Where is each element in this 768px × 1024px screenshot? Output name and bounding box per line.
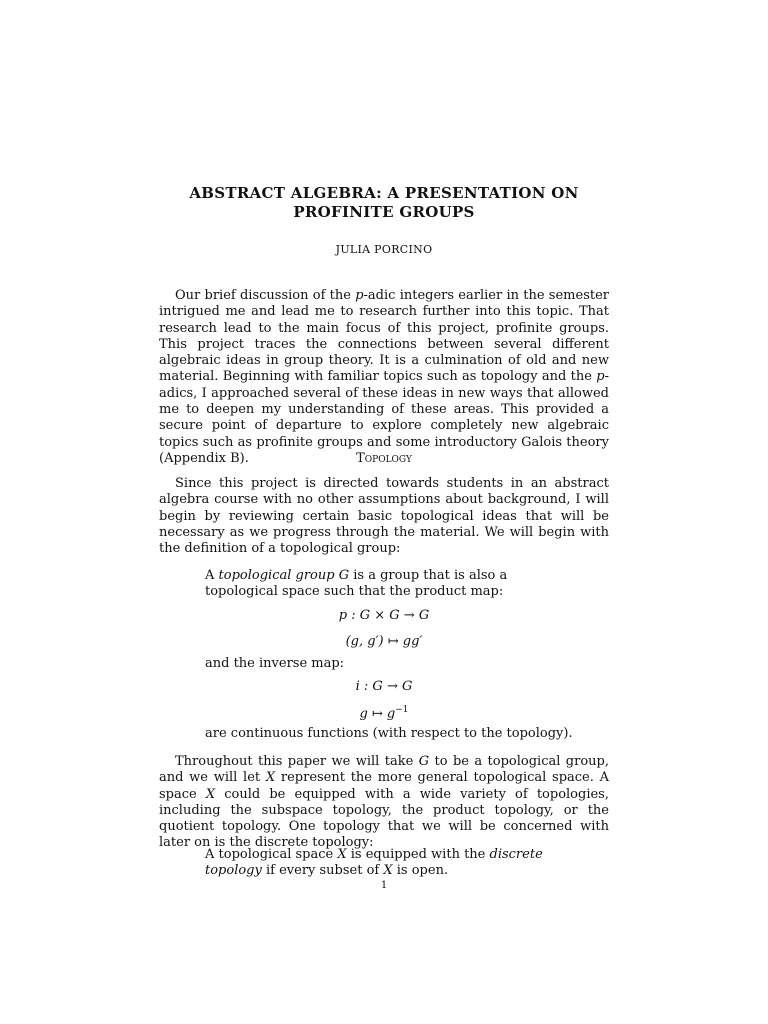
topological-space-paragraph: Throughout this paper we will take G to be a topological group, and we will let X represent the more general topological space. A space X could be equipped with a wide variety of topologies, including the subspace topology, the product topology, or the quotient topology. One topology that we will be concerned with later on is the discrete topology: [159, 754, 609, 851]
equation-product-map: p : G × G → G [338, 608, 430, 623]
definition-discrete-topology: A topological space X is equipped with the discrete topology if every subset of X is open. [205, 847, 543, 879]
title-line-1: ABSTRACT ALGEBRA: A PRESENTATION ON [189, 184, 579, 202]
equation-product-rule: (g, g′) ↦ gg′ [345, 634, 423, 649]
page-number: 1 [380, 880, 388, 891]
definition-topological-group: A topological group G is a group that is also a topological space such that the product map: [205, 568, 508, 600]
definition-inverse-intro: and the inverse map: [205, 656, 345, 671]
definition-continuity-note: are continuous functions (with respect to the topology). [205, 726, 573, 741]
author-name: JULIA PORCINO [335, 243, 433, 256]
intro-paragraph: Our brief discussion of the p-adic integers earlier in the semester intrigued me and lead me to research further into this topic. That research lead to the main focus of this project, profinite groups. This project traces the connections between several different algebraic ideas in group theory. It is a culmination of old and new material. Beginning with familiar topics such as topology and the p-adics, I approached several of these ideas in new ways that allowed me to deepen my understanding of these areas. This provided a secure point of departure to explore completely new algebraic topics such as profinite groups and some introductory Galois theory (Appendix B). [159, 288, 609, 466]
paper-title [0, 184, 768, 222]
equation-inverse-map: i : G → G [355, 679, 413, 694]
topology-paragraph: Since this project is directed towards students in an abstract algebra course with no other assumptions about background, I will begin by reviewing certain basic topological ideas that will be necessary as we progress through the material. We will begin with the definition of a topological group: [159, 476, 609, 557]
equation-inverse-rule: g ↦ $g^{-1}$ [359, 705, 409, 722]
section-heading-topology: Topology [356, 451, 412, 466]
title-line-2: PROFINITE GROUPS [293, 203, 475, 221]
